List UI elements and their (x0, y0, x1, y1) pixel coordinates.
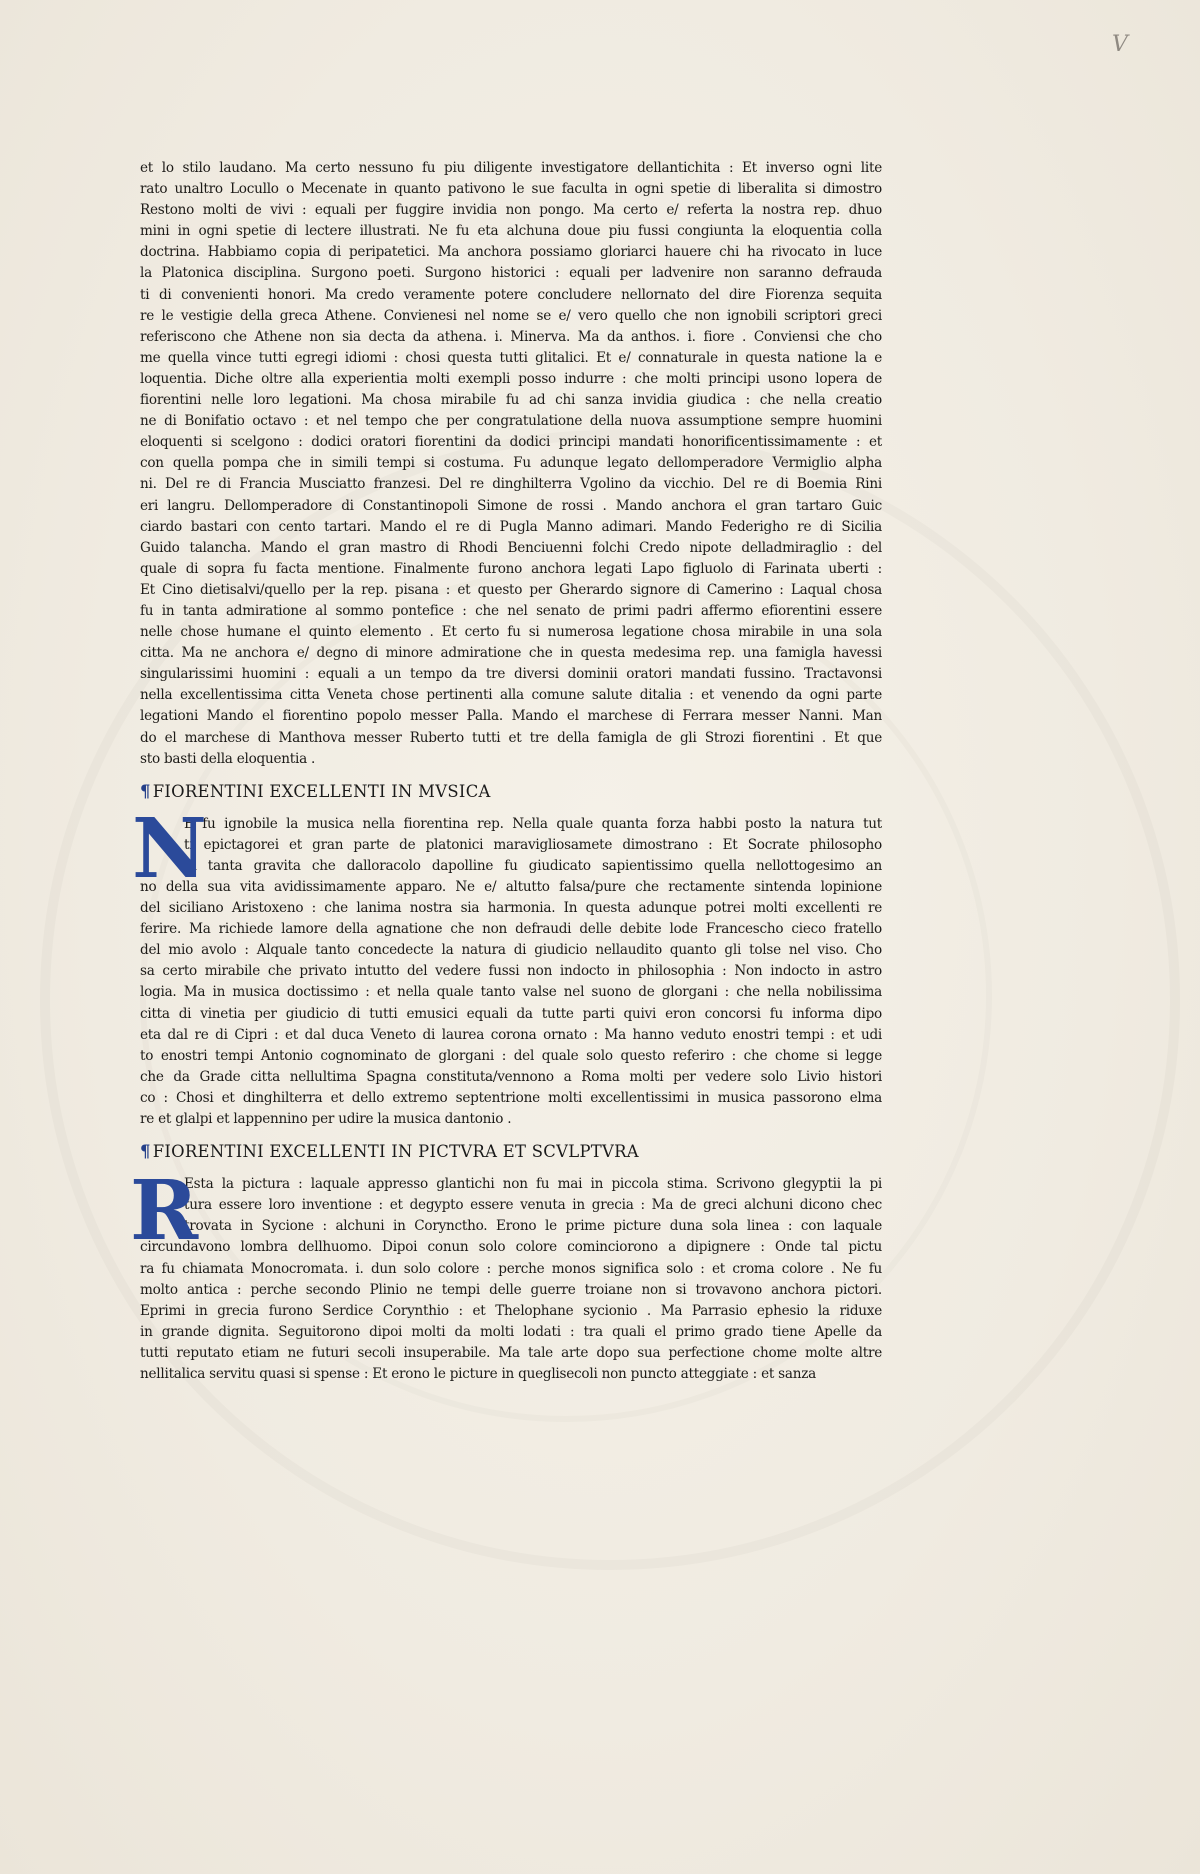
text-line: circundavono lombra dellhuomo. Dipoi conun solo colore cominciorono a dipignere : Onde tal pictu (140, 1239, 882, 1256)
text-line: trovata in Sycione : alchuni in Corynctho. Erono le prime picture duna sola linea : con laquale (184, 1218, 882, 1235)
text-line: la Platonica disciplina. Surgono poeti. Surgono historici : equali per ladvenire non saranno defrauda (140, 265, 882, 282)
musica-paragraph (132, 800, 882, 1130)
text-line: me quella vince tutti egregi idiomi : chosi questa tutti glitalici. Et e/ connaturale in questa natione la e (140, 349, 882, 366)
text-line: del mio avolo : Alquale tanto concedecte la natura di giudicio nellaudito quanto gli tolse nel viso. Cho (140, 942, 882, 959)
text-line: re le vestigie della greca Athene. Convienesi nel nome se e/ vero quello che non ignobili scriptori greci (140, 307, 882, 324)
section-heading-pictura (140, 1130, 882, 1174)
text-line: eloquenti si scelgono : dodici oratori fiorentini da dodici principi mandati honorificentissimamente : et (140, 434, 882, 451)
text-line: molto antica : perche secondo Plinio ne tempi delle guerre troiane non si trovavono anchora pictori. (140, 1281, 882, 1298)
text-line: nelle chose humane el quinto elemento . Et certo fu si numerosa legatione chosa mirabile in una sola (140, 624, 882, 641)
text-line: Restono molti de vivi : equali per fuggire invidia non pongo. Ma certo e/ referta la nostra rep. dhuo (140, 202, 882, 219)
pilcrow-mark: ¶ (140, 781, 151, 801)
text-line: E fu ignobile la musica nella fiorentina rep. Nella quale quanta forza habbi posto la natura tut (184, 815, 882, 832)
text-line: nellitalica servitu quasi si spense : Et erono le picture in queglisecoli non puncto atteggiate : et sanza (140, 1365, 817, 1382)
text-line: citta. Ma ne anchora e/ degno di minore admiratione che in questa medesima rep. una famigla havessi (140, 645, 882, 662)
text-line: sa certo mirabile che privato intutto del vedere fussi non indocto in philosophia : Non indocto in astro (140, 963, 882, 980)
drop-cap-initial: N (132, 800, 207, 897)
text-line: che da Grade citta nellultima Spagna constituta/vennono a Roma molti per vedere solo Livio histori (140, 1068, 882, 1085)
text-line: et lo stilo laudano. Ma certo nessuno fu piu diligente investigatore dellantichita : Et inverso ogni lite (140, 160, 882, 176)
text-line: logia. Ma in musica doctissimo : et nella quale tanto valse nel suono de glorgani : che nella nobilissima (140, 984, 882, 1001)
text-line: citta di vinetia per giudicio di tutti emusici equali da tutte parti quivi eron concorsi fu informa dipo (140, 1005, 882, 1022)
text-line: referiscono che Athene non sia decta da athena. i. Minerva. Ma da anthos. i. fiore . Conviensi che cho (140, 328, 882, 345)
text-line: in grande dignita. Seguitorono dipoi molti da molti lodati : tra quali el primo grado tiene Apelle da (140, 1323, 882, 1340)
text-line: ne di Bonifatio octavo : et nel tempo che per congratulatione della nuova assumptione sempre huomini (140, 413, 882, 430)
text-line: re et glalpi et lappennino per udire la musica dantonio . (140, 1111, 512, 1128)
text-line: doctrina. Habbiamo copia di peripatetici. Ma anchora possiamo gloriarci hauere chi ha rivocato in luce (140, 244, 882, 261)
text-block (130, 158, 882, 1385)
text-line: rato unaltro Locullo o Mecenate in quanto pativono le sue faculta in ogni spetie di liberalita si dimostro (140, 181, 882, 198)
pilcrow-mark: ¶ (140, 1142, 151, 1162)
text-line: eri langru. Dellomperadore di Constantinopoli Simone de rossi . Mando anchora el gran tartaro Guic (140, 497, 882, 514)
text-line: do el marchese di Manthova messer Ruberto tutti et tre della famigla de gli Strozi fiorentini . Et que (140, 729, 882, 746)
drop-cap-initial: R (130, 1163, 199, 1260)
text-line: legationi Mando el fiorentino popolo messer Palla. Mando el marchese di Ferrara messer Nanni. Man (140, 708, 882, 725)
text-line: con quella pompa che in simili tempi si costuma. Fu adunque legato dellomperadore Vermiglio alpha (140, 455, 882, 472)
text-line: ra fu chiamata Monocromata. i. dun solo colore : perche monos significa solo : et croma colore . Ne fu (140, 1260, 882, 1277)
text-line: no della sua vita avidissimamente apparo. Ne e/ altutto falsa/pure che rectamente sintenda lopinione (140, 879, 882, 895)
text-line: fiorentini nelle loro legationi. Ma chosa mirabile fu ad chi sanza invidia giudica : che nella creatio (140, 392, 882, 409)
heading-text: FIORENTINI EXCELLENTI IN PICTVRA ET SCVLPTVRA (152, 1142, 639, 1162)
text-line: ni. Del re di Francia Musciatto franzesi. Del re dinghilterra Vgolino da vicchio. Del re di Boemia Rini (140, 476, 882, 493)
text-line: loquentia. Diche oltre alla experientia molti exempli posso indurre : che molti principi usono lopera de (140, 370, 882, 387)
text-line: nella excellentissima citta Veneta chose pertinenti alla comune salute ditalia : et venendo da ogni parte (140, 687, 882, 704)
intro-paragraph (140, 158, 882, 770)
text-line: Eprimi in grecia furono Serdice Corynthio : et Thelophane sycionio . Ma Parrasio ephesio la riduxe (140, 1302, 882, 1319)
text-line: del siciliano Aristoxeno : che lanima nostra sia harmonia. In questa adunque potrei molti excellenti re (140, 900, 882, 917)
folio-mark: V (1112, 32, 1128, 57)
text-line: sto basti della eloquentia . (140, 750, 316, 767)
text-line: Guido talancha. Mando el gran mastro di Rhodi Benciuenni folchi Credo nipote delladmiraglio : del (140, 539, 882, 556)
section-heading-musica (140, 770, 882, 814)
text-line: Et Cino dietisalvi/quello per la rep. pisana : et questo per Gherardo signore di Camerino : Laqual chosa (140, 581, 882, 598)
text-line: mini in ogni spetie di lectere illustrati. Ne fu eta alchuna doue piu fussi congiunta la eloquentia colla (140, 223, 882, 240)
text-line: fu in tanta admiratione al sommo pontefice : che nel senato de primi padri affermo efiorentini essere (140, 602, 882, 619)
text-line: tura essere loro inventione : et degypto essere venuta in grecia : Ma de greci alchuni dicono chec (184, 1197, 882, 1214)
text-line: di tanta gravita che dalloracolo dapolline fu giudicato sapientissimo quella nellottogesimo an (184, 857, 882, 874)
text-line: eta dal re di Cipri : et dal duca Veneto di laurea corona ornato : Ma hanno veduto enostri tempi : et udi (140, 1026, 882, 1043)
text-line: to enostri tempi Antonio cognominato de glorgani : del quale solo questo referiro : che chome si legge (140, 1047, 882, 1064)
text-line: ti epictagorei et gran parte de platonici maravigliosamete dimostrano : Et Socrate philosopho (184, 836, 882, 853)
text-line: co : Chosi et dinghilterra et dello extremo septentrione molti excellentissimi in musica passorono elma (140, 1089, 882, 1106)
text-line: ferire. Ma richiede lamore della agnatione che non defraudi delle debite lode Francescho cieco fratello (140, 921, 882, 938)
text-line: singularissimi huomini : equali a un tempo da tre diversi dominii oratori mandati fussino. Tractavonsi (140, 666, 882, 683)
text-line: Esta la pictura : laquale appresso glantichi non fu mai in piccola stima. Scrivono glegyptii la pi (184, 1176, 882, 1193)
text-line: ciardo bastari con cento tartari. Mando el re di Pugla Manno adimari. Mando Federigho re di Sicilia (140, 518, 882, 535)
pictura-paragraph (130, 1163, 882, 1385)
text-line: quale di sopra fu facta mentione. Finalmente furono anchora legati Lapo figluolo di Farinata uberti : (140, 560, 882, 577)
text-line: tutti reputato etiam ne futuri secoli insuperabile. Ma tale arte dopo sua perfectione chome molte altre (140, 1344, 882, 1361)
text-line: ti di convenienti honori. Ma credo veramente potere concludere nellornato del dire Fiorenza sequita (140, 286, 882, 303)
heading-text: FIORENTINI EXCELLENTI IN MVSICA (152, 781, 491, 801)
